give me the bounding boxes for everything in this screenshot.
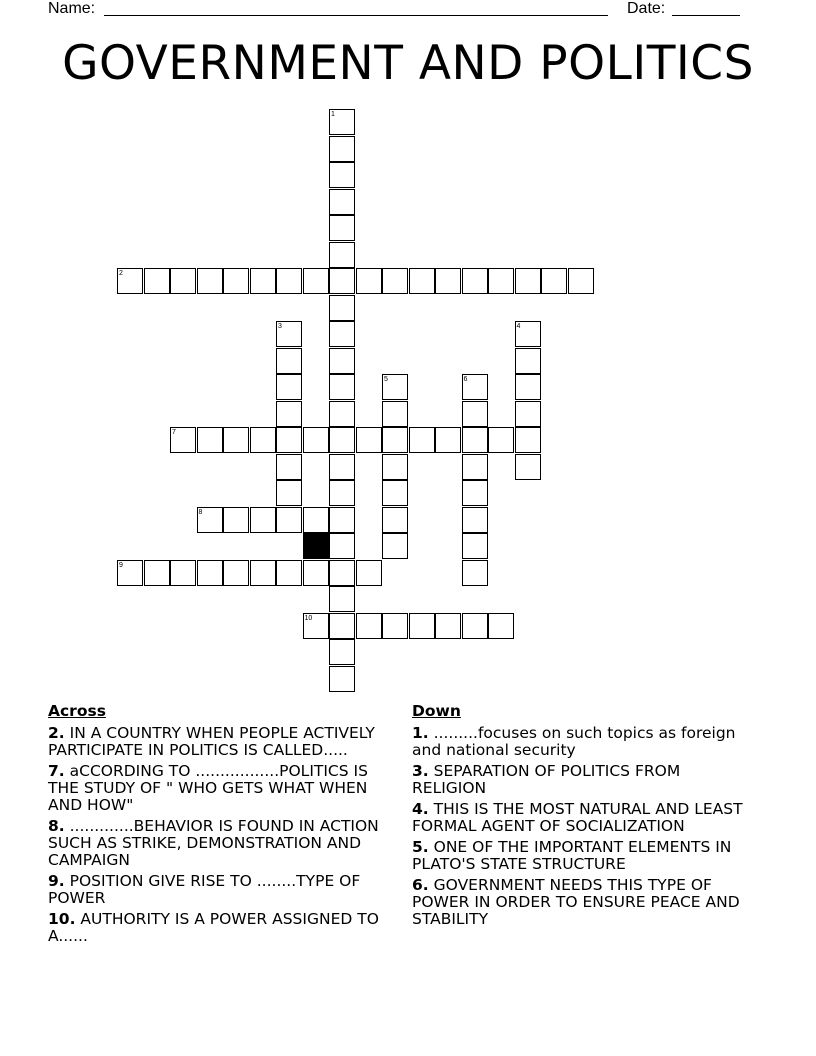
grid-cell[interactable]	[356, 560, 382, 586]
grid-cell[interactable]	[197, 268, 223, 294]
cell-number: 8	[198, 508, 203, 516]
across-clue	[48, 911, 393, 945]
grid-cell[interactable]	[276, 348, 302, 374]
grid-cell[interactable]	[515, 454, 541, 480]
clue-text: AUTHORITY IS A POWER ASSIGNED TO A......	[48, 910, 379, 945]
down-heading: Down	[412, 702, 461, 720]
date-label: Date:	[627, 0, 666, 17]
grid-cell[interactable]	[435, 427, 461, 453]
grid-cell[interactable]	[276, 427, 302, 453]
grid-cell[interactable]	[462, 613, 488, 639]
clue-text: ONE OF THE IMPORTANT ELEMENTS IN PLATO'S STATE STRUCTURE	[412, 838, 732, 873]
across-clue	[48, 818, 393, 869]
grid-cell[interactable]	[515, 401, 541, 427]
clue-text: SEPARATION OF POLITICS FROM RELIGION	[412, 762, 681, 797]
grid-cell[interactable]	[382, 268, 408, 294]
grid-cell[interactable]	[329, 295, 355, 321]
grid-cell[interactable]	[197, 427, 223, 453]
grid-cell[interactable]	[250, 560, 276, 586]
clue-number: 7.	[48, 762, 65, 780]
name-label: Name:	[48, 0, 96, 17]
clue-number: 2.	[48, 724, 65, 742]
clue-text: GOVERNMENT NEEDS THIS TYPE OF POWER IN ORDER TO ENSURE PEACE AND STABILITY	[412, 876, 740, 928]
down-clue	[412, 801, 757, 835]
grid-cell[interactable]	[250, 268, 276, 294]
clue-number: 10.	[48, 910, 76, 928]
clue-text: IN A COUNTRY WHEN PEOPLE ACTIVELY PARTICIPATE IN POLITICS IS CALLED.....	[48, 724, 375, 759]
grid-cell[interactable]	[409, 268, 435, 294]
clue-text: .........focuses on such topics as foreign and national security	[412, 724, 736, 759]
across-clues	[48, 703, 393, 949]
grid-cell[interactable]	[329, 268, 355, 294]
grid-cell[interactable]	[382, 454, 408, 480]
down-clue	[412, 725, 757, 759]
grid-cell[interactable]	[329, 215, 355, 241]
grid-cell[interactable]	[276, 480, 302, 506]
clue-text: POSITION GIVE RISE TO ........TYPE OF POWER	[48, 872, 361, 907]
grid-cell[interactable]	[329, 507, 355, 533]
grid-cell[interactable]	[329, 162, 355, 188]
down-clue	[412, 763, 757, 797]
grid-cell[interactable]	[223, 268, 249, 294]
cell-number: 10	[304, 614, 313, 622]
grid-cell[interactable]	[250, 427, 276, 453]
grid-cell[interactable]	[144, 560, 170, 586]
grid-cell[interactable]	[382, 507, 408, 533]
grid-cell[interactable]	[515, 374, 541, 400]
grid-cell[interactable]	[329, 427, 355, 453]
grid-cell[interactable]	[223, 560, 249, 586]
grid-cell[interactable]	[541, 268, 567, 294]
grid-cell[interactable]	[170, 268, 196, 294]
grid-cell[interactable]	[303, 268, 329, 294]
down-clues	[412, 703, 757, 932]
grid-cell[interactable]	[382, 401, 408, 427]
grid-cell[interactable]	[435, 268, 461, 294]
grid-cell[interactable]	[329, 136, 355, 162]
grid-cell[interactable]	[276, 374, 302, 400]
grid-cell[interactable]	[276, 560, 302, 586]
grid-cell[interactable]	[568, 268, 594, 294]
grid-cell[interactable]	[462, 560, 488, 586]
grid-cell[interactable]	[515, 268, 541, 294]
grid-cell[interactable]	[329, 348, 355, 374]
down-clue	[412, 877, 757, 928]
clue-number: 8.	[48, 817, 65, 835]
across-clue	[48, 725, 393, 759]
grid-cell[interactable]	[462, 507, 488, 533]
down-clue	[412, 839, 757, 873]
grid-cell[interactable]	[303, 560, 329, 586]
grid-cell[interactable]	[488, 613, 514, 639]
grid-cell[interactable]	[329, 374, 355, 400]
grid-cell[interactable]	[356, 613, 382, 639]
grid-cell[interactable]	[329, 586, 355, 612]
cell-number: 4	[516, 323, 521, 330]
grid-cell[interactable]	[409, 613, 435, 639]
grid-cell[interactable]	[329, 480, 355, 506]
grid-cell[interactable]	[462, 401, 488, 427]
cell-number: 1	[331, 111, 335, 118]
grid-cell[interactable]	[329, 560, 355, 586]
grid-cell[interactable]	[515, 348, 541, 374]
across-clue	[48, 763, 393, 814]
clue-number: 6.	[412, 876, 429, 894]
grid-cell[interactable]	[409, 427, 435, 453]
grid-cell[interactable]	[382, 533, 408, 559]
clue-text: aCCORDING TO .................POLITICS IS THE STUDY OF " WHO GETS WHAT WHEN AND HOW"	[48, 762, 368, 814]
puzzle-title: GOVERNMENT AND POLITICS	[62, 36, 754, 91]
grid-cell[interactable]	[197, 560, 223, 586]
grid-cell[interactable]	[329, 401, 355, 427]
grid-cell[interactable]	[303, 427, 329, 453]
grid-cell[interactable]	[276, 401, 302, 427]
grid-cell[interactable]	[276, 268, 302, 294]
grid-cell[interactable]	[276, 454, 302, 480]
grid-cell[interactable]	[356, 268, 382, 294]
cell-number: 7	[172, 429, 176, 436]
clue-number: 5.	[412, 838, 429, 856]
cell-number: 9	[119, 561, 123, 569]
grid-cell[interactable]	[382, 427, 408, 453]
cell-number: 3	[278, 323, 282, 330]
grid-cell[interactable]	[329, 242, 355, 268]
grid-cell[interactable]	[329, 533, 355, 559]
clue-number: 3.	[412, 762, 429, 780]
across-heading: Across	[48, 702, 106, 720]
grid-cell[interactable]	[462, 427, 488, 453]
clue-number: 1.	[412, 724, 429, 742]
shaded-cell	[303, 533, 329, 559]
grid-cell[interactable]	[170, 560, 196, 586]
grid-cell[interactable]	[303, 507, 329, 533]
cell-number: 6	[463, 376, 468, 383]
grid-cell[interactable]	[329, 321, 355, 347]
cell-number: 5	[384, 376, 388, 383]
grid-cell[interactable]	[276, 507, 302, 533]
grid-cell[interactable]	[223, 507, 249, 533]
clue-number: 9.	[48, 872, 65, 890]
grid-cell[interactable]	[144, 268, 170, 294]
grid-cell[interactable]	[329, 454, 355, 480]
grid-cell[interactable]	[329, 613, 355, 639]
grid-cell[interactable]	[382, 480, 408, 506]
grid-cell[interactable]	[462, 480, 488, 506]
grid-cell[interactable]	[462, 454, 488, 480]
grid-cell[interactable]	[488, 427, 514, 453]
grid-cell[interactable]	[382, 613, 408, 639]
clue-text: THIS IS THE MOST NATURAL AND LEAST FORMAL AGENT OF SOCIALIZATION	[412, 800, 743, 835]
grid-cell[interactable]	[329, 189, 355, 215]
grid-cell[interactable]	[515, 427, 541, 453]
across-clue	[48, 873, 393, 907]
grid-cell[interactable]	[223, 427, 249, 453]
grid-cell[interactable]	[250, 507, 276, 533]
grid-cell[interactable]	[356, 427, 382, 453]
grid-cell[interactable]	[488, 268, 514, 294]
grid-cell[interactable]	[435, 613, 461, 639]
grid-cell[interactable]	[462, 533, 488, 559]
grid-cell[interactable]	[329, 666, 355, 692]
clue-number: 4.	[412, 800, 429, 818]
clue-text: .............BEHAVIOR IS FOUND IN ACTION SUCH AS STRIKE, DEMONSTRATION AND CAMPAIGN	[48, 817, 379, 869]
cell-number: 2	[119, 270, 123, 277]
grid-cell[interactable]	[462, 268, 488, 294]
grid-cell[interactable]	[329, 639, 355, 665]
